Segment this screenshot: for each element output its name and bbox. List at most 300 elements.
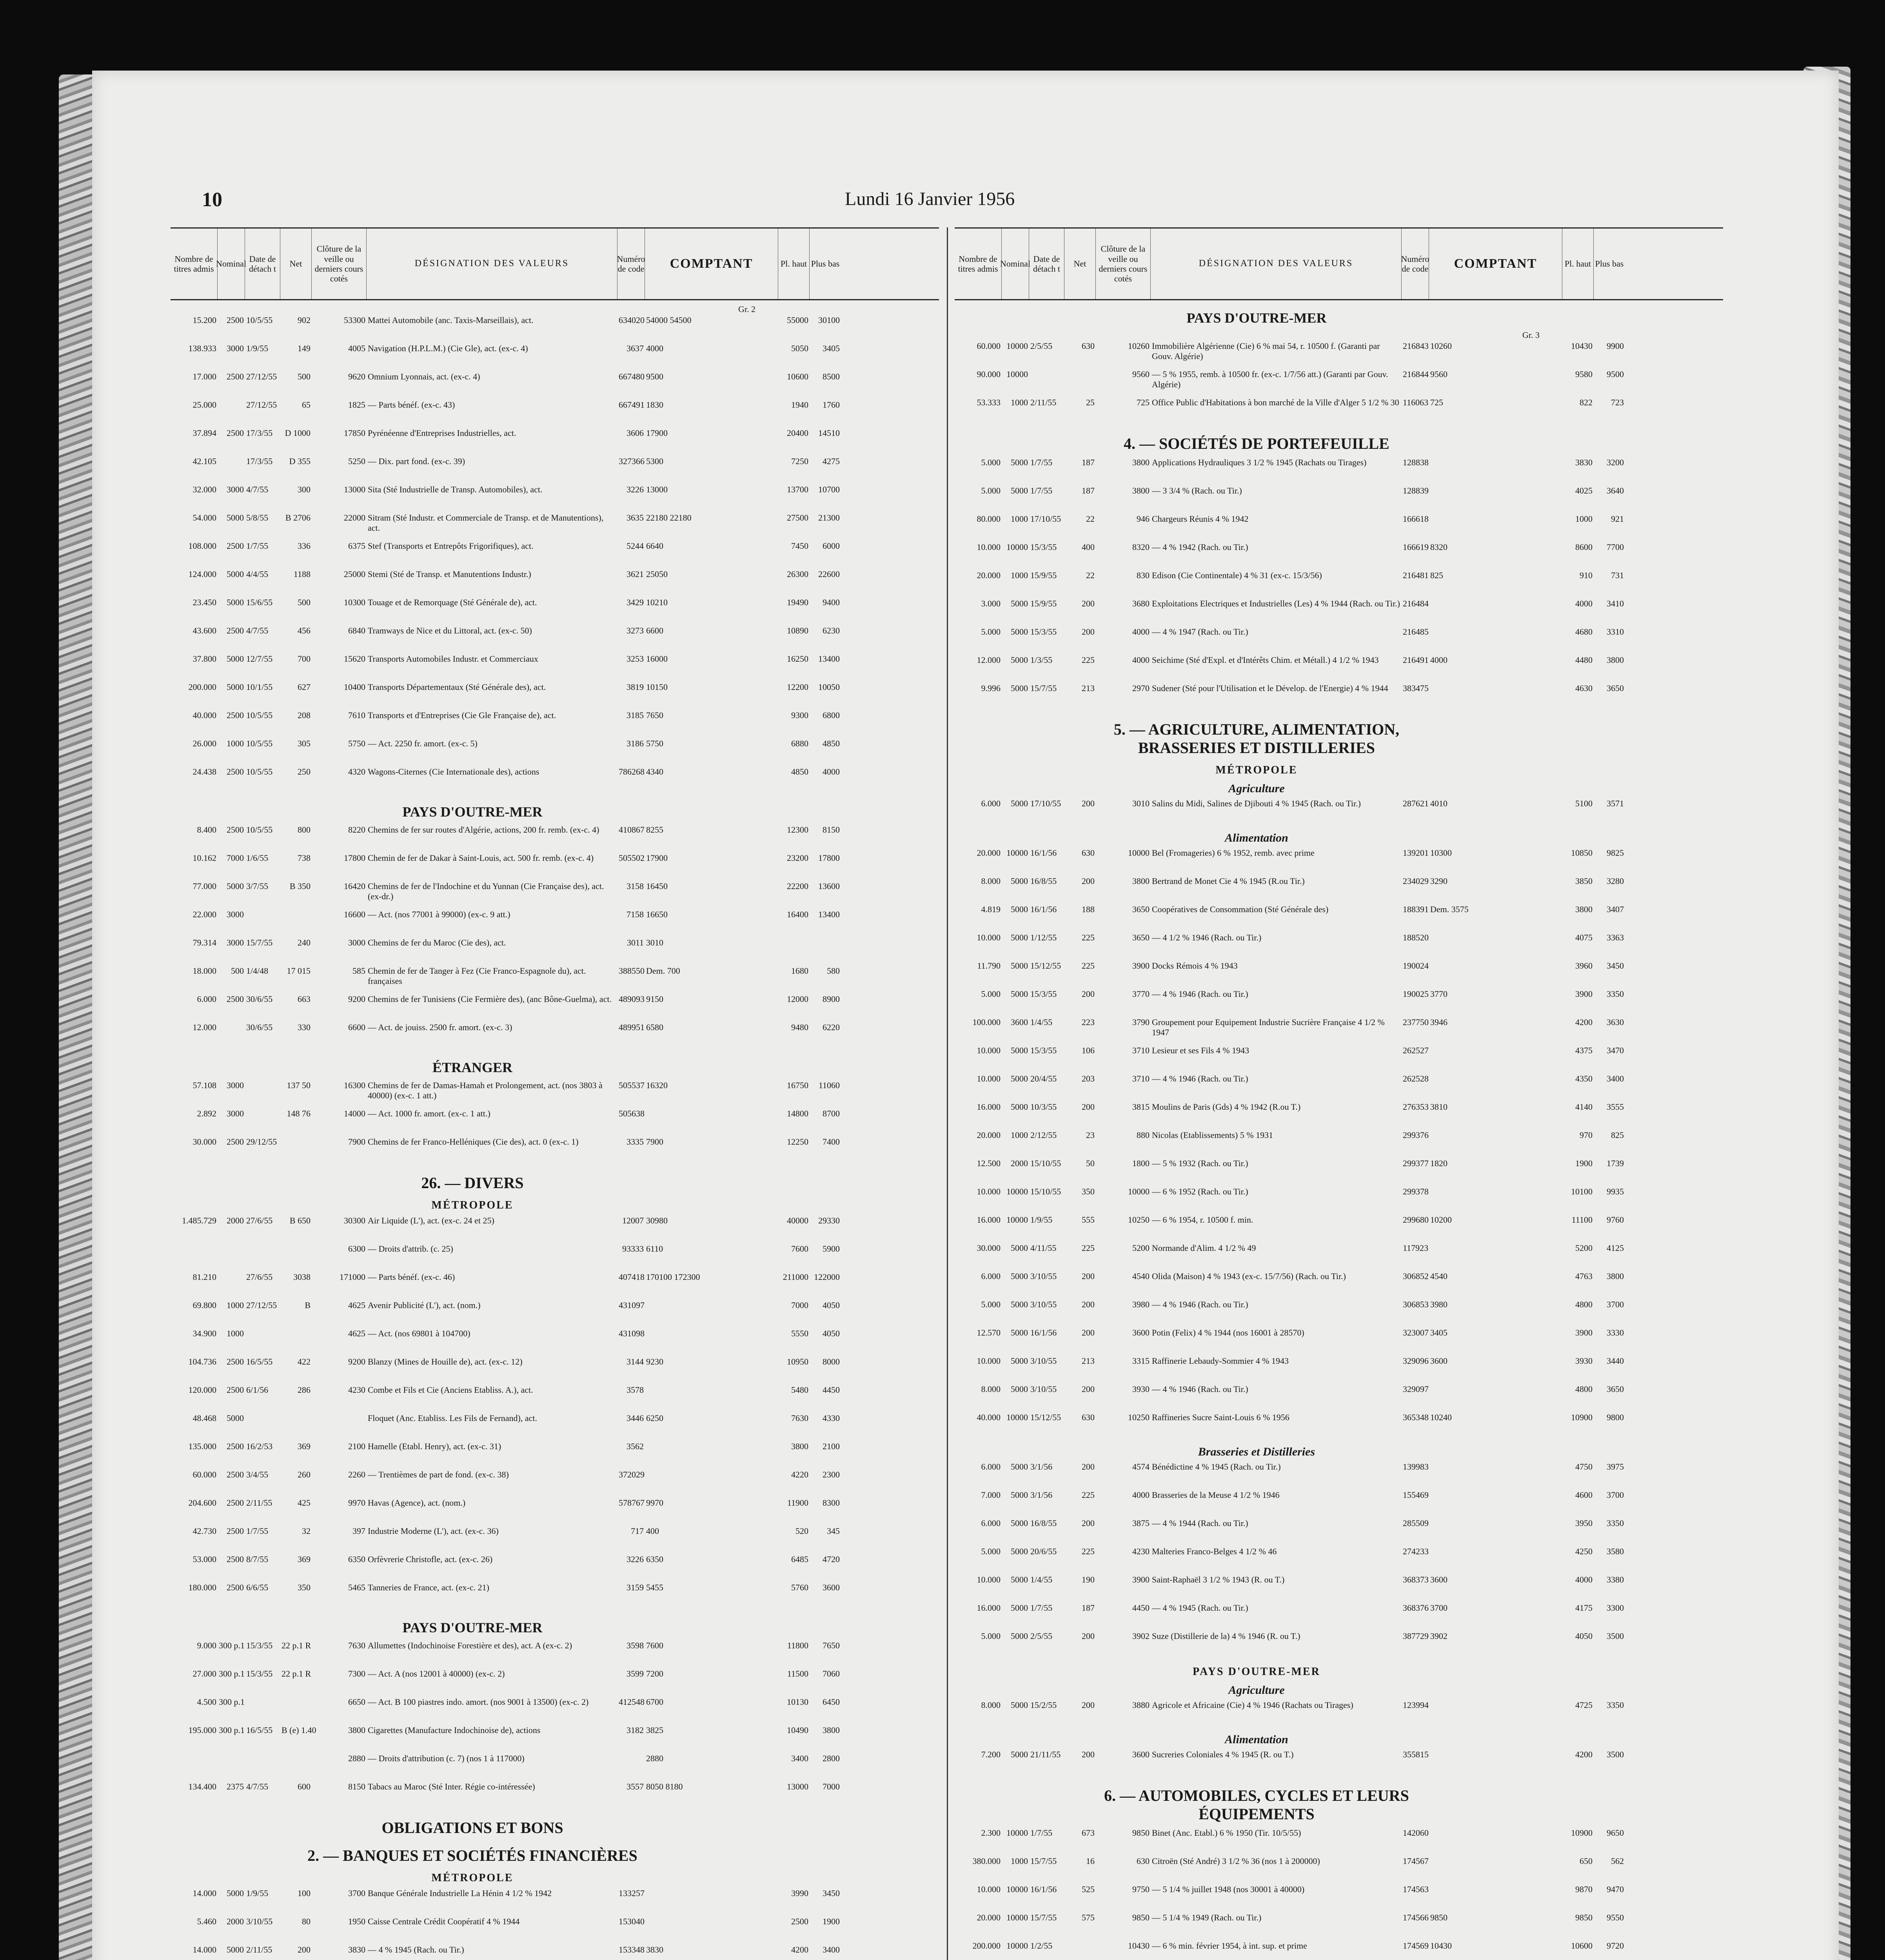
quote-row bbox=[955, 1546, 1723, 1574]
quote-row bbox=[171, 909, 939, 937]
spot-price: 1820 bbox=[1430, 1158, 1447, 1168]
closing-price: 25000 bbox=[344, 569, 365, 579]
quote-row bbox=[955, 598, 1723, 626]
nominal: 5000 bbox=[227, 597, 244, 607]
column-separator bbox=[947, 227, 948, 1960]
nominal: 10000 bbox=[1006, 341, 1028, 351]
closing-price: 4574 bbox=[1132, 1462, 1150, 1472]
titres-count: 5.000 bbox=[981, 1546, 1001, 1556]
low-price: 3975 bbox=[1607, 1462, 1624, 1472]
closing-price: 10250 bbox=[1128, 1215, 1150, 1225]
security-name: Nicolas (Etablissements) 5 % 1931 bbox=[1152, 1130, 1273, 1140]
coupon-net: 200 bbox=[1082, 1102, 1095, 1112]
security-name: Edison (Cie Continentale) 4 % 31 (ex-c. 15/3/56) bbox=[1152, 570, 1322, 580]
titres-count: 6.000 bbox=[981, 1271, 1001, 1281]
closing-price: 10300 bbox=[344, 597, 365, 607]
titres-count: 14.000 bbox=[192, 1945, 216, 1955]
code-number: 188520 bbox=[1403, 933, 1429, 942]
subsection-title: Brasseries et Distilleries bbox=[1198, 1445, 1315, 1458]
titres-count: 100.000 bbox=[972, 1017, 1001, 1027]
quote-list bbox=[955, 340, 1723, 425]
group-label: Gr. 2 bbox=[738, 304, 755, 314]
low-price: 4050 bbox=[823, 1328, 840, 1338]
coupon-net: 555 bbox=[1082, 1215, 1095, 1225]
closing-price: 1800 bbox=[1132, 1158, 1150, 1168]
quote-list bbox=[955, 798, 1723, 826]
closing-price: 3800 bbox=[1132, 457, 1150, 467]
high-price: 8600 bbox=[1575, 542, 1593, 552]
header-cloture: Clôture de la veille ou derniers cours cotés bbox=[312, 229, 367, 299]
code-number: 174563 bbox=[1403, 1884, 1429, 1894]
security-name: Blanzy (Mines de Houille de), act. (ex-c. 12) bbox=[368, 1357, 523, 1367]
coupon-date: 16/1/56 bbox=[1030, 1328, 1057, 1338]
nominal: 2000 bbox=[1011, 1158, 1028, 1168]
coupon-date bbox=[245, 1753, 280, 1754]
closing-price: 3800 bbox=[1132, 876, 1150, 886]
low-price: 30100 bbox=[818, 315, 840, 325]
spot-price bbox=[1429, 513, 1562, 515]
header-net: Net bbox=[280, 229, 312, 299]
closing-price: 9850 bbox=[1132, 1828, 1150, 1838]
coupon-net: 65 bbox=[302, 400, 311, 410]
titres-count: 12.000 bbox=[977, 655, 1001, 665]
code-number: 3606 bbox=[627, 428, 644, 438]
coupon-net: 700 bbox=[298, 654, 311, 664]
closing-price: 725 bbox=[1137, 397, 1150, 407]
quote-row bbox=[171, 1215, 939, 1243]
security-name: Olida (Maison) 4 % 1943 (ex-c. 15/7/56) (Rach. ou Tir.) bbox=[1152, 1271, 1346, 1281]
spot-price bbox=[1429, 682, 1562, 684]
security-name: Applications Hydrauliques 3 1/2 % 1945 (Rachats ou Tirages) bbox=[1152, 457, 1367, 467]
nominal: 5000 bbox=[1011, 1575, 1028, 1584]
coupon-date bbox=[245, 1696, 280, 1698]
closing-price: 3650 bbox=[1132, 904, 1150, 914]
closing-price: 3900 bbox=[1132, 961, 1150, 971]
closing-price: 4450 bbox=[1132, 1603, 1150, 1613]
coupon-date: 3/4/55 bbox=[246, 1470, 269, 1479]
quote-row bbox=[955, 1327, 1723, 1355]
nominal: 5000 bbox=[1011, 457, 1028, 467]
nominal: 5000 bbox=[1011, 799, 1028, 808]
coupon-date: 15/3/55 bbox=[246, 1669, 273, 1679]
coupon-date: 15/3/55 bbox=[1030, 1045, 1057, 1055]
quote-row bbox=[955, 1186, 1723, 1214]
coupon-date: 20/4/55 bbox=[1030, 1074, 1057, 1083]
closing-price: 4320 bbox=[348, 767, 365, 777]
quote-row bbox=[955, 1101, 1723, 1129]
quote-row bbox=[955, 1045, 1723, 1073]
low-price: 3200 bbox=[1607, 457, 1624, 467]
high-price: 4763 bbox=[1575, 1271, 1593, 1281]
nominal: 5000 bbox=[1011, 655, 1028, 665]
quote-list bbox=[171, 1080, 939, 1164]
nominal bbox=[218, 1243, 245, 1245]
low-price: 9400 bbox=[823, 597, 840, 607]
spot-price bbox=[1429, 960, 1562, 962]
quote-row bbox=[171, 1640, 939, 1668]
coupon-date: 3/10/55 bbox=[1030, 1271, 1057, 1281]
coupon-date: 10/3/55 bbox=[1030, 1102, 1057, 1112]
nominal: 5000 bbox=[227, 682, 244, 692]
titres-count: 4.819 bbox=[981, 904, 1001, 914]
high-price: 4800 bbox=[1575, 1384, 1593, 1394]
low-price: 4720 bbox=[823, 1554, 840, 1564]
low-price: 3410 bbox=[1607, 599, 1624, 608]
spot-price bbox=[1429, 1461, 1562, 1463]
coupon-net: 213 bbox=[1082, 1356, 1095, 1366]
quote-row bbox=[955, 1383, 1723, 1412]
quote-row bbox=[171, 1724, 939, 1753]
high-price: 822 bbox=[1580, 397, 1593, 407]
coupon-net: 100 bbox=[298, 1888, 311, 1898]
coupon-net: 260 bbox=[298, 1470, 311, 1479]
coupon-net: 1188 bbox=[293, 569, 311, 579]
security-name: — 4 % 1945 (Rach. ou Tir.) bbox=[1152, 1603, 1248, 1613]
coupon-net: 350 bbox=[298, 1583, 311, 1592]
titres-count: 6.000 bbox=[981, 1518, 1001, 1528]
coupon-net: 336 bbox=[298, 541, 311, 551]
coupon-date: 2/5/55 bbox=[1030, 1631, 1053, 1641]
quote-row bbox=[171, 512, 939, 540]
coupon-net: 422 bbox=[298, 1357, 311, 1367]
quote-row bbox=[955, 1699, 1723, 1728]
coupon-net: 187 bbox=[1082, 1603, 1095, 1613]
security-name: Moulins de Paris (Gds) 4 % 1942 (R.ou T.) bbox=[1152, 1102, 1301, 1112]
titres-count: 32.000 bbox=[192, 485, 216, 494]
coupon-net: 187 bbox=[1082, 486, 1095, 495]
low-price: 13400 bbox=[818, 654, 840, 664]
code-number: 3599 bbox=[627, 1669, 644, 1679]
closing-price: 9620 bbox=[348, 372, 365, 381]
closing-price: 5200 bbox=[1132, 1243, 1150, 1253]
titres-count: 30.000 bbox=[977, 1243, 1001, 1253]
security-name: — Act. A (nos 12001 à 40000) (ex-c. 2) bbox=[368, 1669, 505, 1679]
closing-price: 14000 bbox=[344, 1109, 365, 1118]
titres-count: 22.000 bbox=[192, 909, 216, 919]
code-number: 139983 bbox=[1403, 1462, 1429, 1472]
coupon-date: 1/9/55 bbox=[1030, 1215, 1053, 1225]
coupon-date bbox=[245, 1412, 280, 1414]
closing-price: 4230 bbox=[348, 1385, 365, 1395]
closing-price: 9560 bbox=[1132, 369, 1150, 379]
nominal: 300 p.1 bbox=[219, 1641, 245, 1650]
code-number: 410867 bbox=[619, 825, 645, 835]
coupon-net: D 355 bbox=[289, 456, 311, 466]
titres-count: 34.900 bbox=[192, 1328, 216, 1338]
code-number: 667491 bbox=[619, 400, 645, 410]
coupon-net: 32 bbox=[302, 1526, 311, 1536]
titres-count bbox=[171, 1243, 218, 1245]
nominal: 5000 bbox=[1011, 1045, 1028, 1055]
low-price: 1900 bbox=[823, 1916, 840, 1926]
coupon-date: 27/12/55 bbox=[246, 400, 277, 410]
titres-count: 5.000 bbox=[981, 486, 1001, 495]
spot-price: 22180 22180 bbox=[646, 513, 692, 523]
quote-row bbox=[171, 1668, 939, 1696]
coupon-date: 4/7/55 bbox=[246, 626, 269, 635]
closing-price: 10430 bbox=[1128, 1941, 1150, 1951]
closing-price: 3980 bbox=[1132, 1299, 1150, 1309]
spot-price: 3600 bbox=[1430, 1356, 1447, 1366]
nominal: 1000 bbox=[1011, 1130, 1028, 1140]
section-title: OBLIGATIONS ET BONS bbox=[381, 1819, 563, 1837]
quote-row bbox=[955, 932, 1723, 960]
quote-list bbox=[955, 847, 1723, 1440]
security-name: Malteries Franco-Belges 4 1/2 % 46 bbox=[1152, 1546, 1277, 1556]
spot-price bbox=[645, 1916, 778, 1917]
code-number: 505537 bbox=[619, 1080, 645, 1090]
coupon-date bbox=[245, 1080, 280, 1081]
coupon-date: 2/12/55 bbox=[1030, 1130, 1057, 1140]
quote-row bbox=[171, 484, 939, 512]
code-number: 142060 bbox=[1403, 1828, 1429, 1838]
code-number: 383475 bbox=[1403, 683, 1429, 693]
closing-price: 6600 bbox=[348, 1022, 365, 1032]
quote-row bbox=[171, 597, 939, 625]
spot-price: 3600 bbox=[1430, 1575, 1447, 1584]
spot-price: 2880 bbox=[646, 1753, 663, 1763]
low-price: 10050 bbox=[818, 682, 840, 692]
section-title: ÉTRANGER bbox=[432, 1060, 513, 1075]
code-number: 128839 bbox=[1403, 486, 1429, 495]
low-price: 3800 bbox=[1607, 655, 1624, 665]
spot-price: 3825 bbox=[646, 1725, 663, 1735]
coupon-date: 15/3/55 bbox=[1030, 542, 1057, 552]
security-name: Salins du Midi, Salines de Djibouti 4 % 1945 (Rach. ou Tir.) bbox=[1152, 799, 1361, 808]
security-name: Havas (Agence), act. (nom.) bbox=[368, 1498, 466, 1508]
security-name: Transports Départementaux (Sté Générale des), act. bbox=[368, 682, 546, 692]
header-code: Numéro de code bbox=[617, 229, 645, 299]
nominal: 5000 bbox=[1011, 1356, 1028, 1366]
subsection-title: Alimentation bbox=[1225, 831, 1288, 844]
coupon-date: 16/1/56 bbox=[1030, 1884, 1057, 1894]
nominal: 1000 bbox=[227, 739, 244, 748]
code-number: 3335 bbox=[627, 1137, 644, 1147]
nominal: 10000 bbox=[1006, 542, 1028, 552]
titres-count: 195.000 bbox=[188, 1725, 216, 1735]
security-name: Docks Rémois 4 % 1943 bbox=[1152, 961, 1238, 971]
high-price: 5200 bbox=[1575, 1243, 1593, 1253]
coupon-net: 200 bbox=[1082, 989, 1095, 999]
security-name: — 4 % 1946 (Rach. ou Tir.) bbox=[1152, 1299, 1248, 1309]
titres-count: 12.570 bbox=[977, 1328, 1001, 1338]
nominal: 2500 bbox=[227, 1385, 244, 1395]
high-price: 5050 bbox=[791, 343, 808, 353]
quote-row bbox=[955, 397, 1723, 425]
code-number: 372029 bbox=[619, 1470, 645, 1479]
coupon-date: 3/10/55 bbox=[1030, 1384, 1057, 1394]
security-name: Combe et Fils et Cie (Anciens Etabliss. A.), act. bbox=[368, 1385, 533, 1395]
titres-count: 9.000 bbox=[197, 1641, 216, 1650]
low-price: 3650 bbox=[1607, 683, 1624, 693]
code-number: 139201 bbox=[1403, 848, 1429, 858]
closing-price: 3700 bbox=[348, 1888, 365, 1898]
nominal: 3000 bbox=[227, 1109, 244, 1118]
coupon-net: 17 015 bbox=[287, 966, 311, 976]
code-number: 3446 bbox=[627, 1413, 644, 1423]
spot-price: 17900 bbox=[646, 853, 668, 863]
spot-price: 8050 8180 bbox=[646, 1782, 683, 1791]
security-name: Lesieur et ses Fils 4 % 1943 bbox=[1152, 1045, 1249, 1055]
code-number: 578767 bbox=[619, 1498, 645, 1508]
low-price: 3407 bbox=[1607, 904, 1624, 914]
subsection-title: PAYS D'OUTRE-MER bbox=[1193, 1666, 1320, 1678]
code-number: 93333 bbox=[622, 1244, 644, 1254]
titres-count: 5.000 bbox=[981, 989, 1001, 999]
quote-row bbox=[171, 993, 939, 1022]
code-number: 407418 bbox=[619, 1272, 645, 1282]
closing-price: 3815 bbox=[1132, 1102, 1150, 1112]
titres-count: 37.894 bbox=[192, 428, 216, 438]
high-price bbox=[778, 937, 810, 938]
code-number: 3635 bbox=[627, 513, 644, 523]
quote-row bbox=[955, 1630, 1723, 1659]
closing-price: 3710 bbox=[1132, 1045, 1150, 1055]
high-price: 4600 bbox=[1575, 1490, 1593, 1500]
high-price: 40000 bbox=[787, 1216, 808, 1225]
code-number: 299378 bbox=[1403, 1187, 1429, 1196]
header-plus-bas: Plus bas bbox=[1595, 259, 1624, 269]
nominal: 5000 bbox=[1011, 876, 1028, 886]
nominal: 10000 bbox=[1006, 1828, 1028, 1838]
high-price: 12300 bbox=[787, 825, 808, 835]
code-number: 128838 bbox=[1403, 457, 1429, 467]
nominal: 5000 bbox=[1011, 933, 1028, 942]
quote-row bbox=[955, 1884, 1723, 1912]
high-price: 9850 bbox=[1575, 1913, 1593, 1922]
security-name: Sucreries Coloniales 4 % 1945 (R. ou T.) bbox=[1152, 1749, 1294, 1759]
quote-row bbox=[171, 1781, 939, 1809]
nominal: 2500 bbox=[227, 1526, 244, 1536]
high-price: 12200 bbox=[787, 682, 808, 692]
nominal: 5000 bbox=[1011, 486, 1028, 495]
high-price: 3800 bbox=[791, 1441, 808, 1451]
closing-price: 2970 bbox=[1132, 683, 1150, 693]
nominal bbox=[218, 1753, 245, 1754]
security-name: Omnium Lyonnais, act. (ex-c. 4) bbox=[368, 372, 480, 381]
titres-count: 40.000 bbox=[192, 710, 216, 720]
security-name: Transports Automobiles Industr. et Commerciaux bbox=[368, 654, 538, 664]
coupon-date: 3/1/56 bbox=[1030, 1462, 1053, 1472]
high-price: 4000 bbox=[1575, 1575, 1593, 1584]
high-price: 10600 bbox=[1571, 1941, 1593, 1951]
low-price: 6000 bbox=[823, 541, 840, 551]
nominal: 10000 bbox=[1006, 1215, 1028, 1225]
code-number: 216484 bbox=[1403, 599, 1429, 608]
nominal: 1000 bbox=[227, 1300, 244, 1310]
coupon-date: 16/5/55 bbox=[246, 1357, 273, 1367]
coupon-net: 200 bbox=[1082, 1328, 1095, 1338]
code-number: 299376 bbox=[1403, 1130, 1429, 1140]
titres-count: 4.500 bbox=[197, 1697, 216, 1707]
low-price: 3380 bbox=[1607, 1575, 1624, 1584]
closing-price: 7610 bbox=[348, 710, 365, 720]
code-number: 505638 bbox=[619, 1109, 645, 1118]
low-price: 4125 bbox=[1607, 1243, 1624, 1253]
security-name: Pyrénéenne d'Entreprises Industrielles, act. bbox=[368, 428, 516, 438]
quote-row bbox=[171, 314, 939, 343]
high-price: 4375 bbox=[1575, 1045, 1593, 1055]
coupon-net bbox=[1064, 1940, 1096, 1942]
closing-price: 9200 bbox=[348, 1357, 365, 1367]
quote-row bbox=[171, 880, 939, 909]
coupon-net: 3038 bbox=[293, 1272, 311, 1282]
coupon-net: 106 bbox=[1082, 1045, 1095, 1055]
high-price: 13700 bbox=[787, 485, 808, 494]
header-date: Date de détach t bbox=[245, 229, 280, 299]
coupon-date: 2/11/55 bbox=[246, 1498, 272, 1508]
spot-price: 1830 bbox=[646, 400, 663, 410]
coupon-net: 240 bbox=[298, 938, 311, 947]
code-number: 3253 bbox=[627, 654, 644, 664]
nominal: 10000 bbox=[1006, 1412, 1028, 1422]
nominal: 5000 bbox=[1011, 1271, 1028, 1281]
spot-price: 3830 bbox=[646, 1945, 663, 1955]
nominal: 5000 bbox=[1011, 1299, 1028, 1309]
closing-price: 3770 bbox=[1132, 989, 1150, 999]
security-name: Cigarettes (Manufacture Indochinoise de), actions bbox=[368, 1725, 541, 1735]
coupon-net: 286 bbox=[298, 1385, 311, 1395]
spot-price bbox=[1429, 1855, 1562, 1857]
titres-count: 10.000 bbox=[977, 1884, 1001, 1894]
quote-row bbox=[171, 681, 939, 710]
quote-list bbox=[955, 457, 1723, 711]
quote-row bbox=[171, 1582, 939, 1610]
subsection-title: MÉTROPOLE bbox=[1215, 764, 1298, 776]
quote-row bbox=[171, 399, 939, 427]
code-number: 216491 bbox=[1403, 655, 1429, 665]
titres-count: 16.000 bbox=[977, 1215, 1001, 1225]
quote-row bbox=[955, 1574, 1723, 1602]
low-price: 9500 bbox=[1607, 369, 1624, 379]
code-number: 3182 bbox=[627, 1725, 644, 1735]
titres-count: 10.000 bbox=[977, 1356, 1001, 1366]
subsection-title: MÉTROPOLE bbox=[431, 1872, 514, 1884]
closing-price: 3880 bbox=[1132, 1700, 1150, 1710]
coupon-date bbox=[245, 909, 280, 910]
coupon-net: B 2706 bbox=[285, 513, 311, 523]
coupon-net: 225 bbox=[1082, 655, 1095, 665]
coupon-date: 15/9/55 bbox=[1030, 570, 1057, 580]
nominal bbox=[218, 399, 245, 401]
security-name: Tanneries de France, act. (ex-c. 21) bbox=[368, 1583, 489, 1592]
code-number: 274233 bbox=[1403, 1546, 1429, 1556]
section-title: 26. — DIVERS bbox=[421, 1174, 524, 1192]
coupon-net: 208 bbox=[298, 710, 311, 720]
titres-count: 26.000 bbox=[192, 739, 216, 748]
low-price: 3363 bbox=[1607, 933, 1624, 942]
titres-count: 77.000 bbox=[192, 881, 216, 891]
code-number: 216844 bbox=[1403, 369, 1429, 379]
closing-price: 4540 bbox=[1132, 1271, 1150, 1281]
titres-count: 60.000 bbox=[977, 341, 1001, 351]
low-price: 7060 bbox=[823, 1669, 840, 1679]
high-price: 27500 bbox=[787, 513, 808, 523]
high-price: 20400 bbox=[787, 428, 808, 438]
spot-price: 25050 bbox=[646, 569, 668, 579]
nominal bbox=[218, 1022, 245, 1023]
nominal: 2500 bbox=[227, 541, 244, 551]
coupon-date: 17/10/55 bbox=[1030, 514, 1061, 524]
closing-price: 3800 bbox=[1132, 486, 1150, 495]
code-number: 786268 bbox=[619, 767, 645, 777]
header-plus-bas: Plus bas bbox=[811, 259, 840, 269]
security-name: — 4 % 1946 (Rach. ou Tir.) bbox=[1152, 989, 1248, 999]
code-number: 329096 bbox=[1403, 1356, 1429, 1366]
coupon-net: 369 bbox=[298, 1441, 311, 1451]
titres-count: 90.000 bbox=[977, 369, 1001, 379]
security-name: Coopératives de Consommation (Sté Générale des) bbox=[1152, 904, 1329, 914]
